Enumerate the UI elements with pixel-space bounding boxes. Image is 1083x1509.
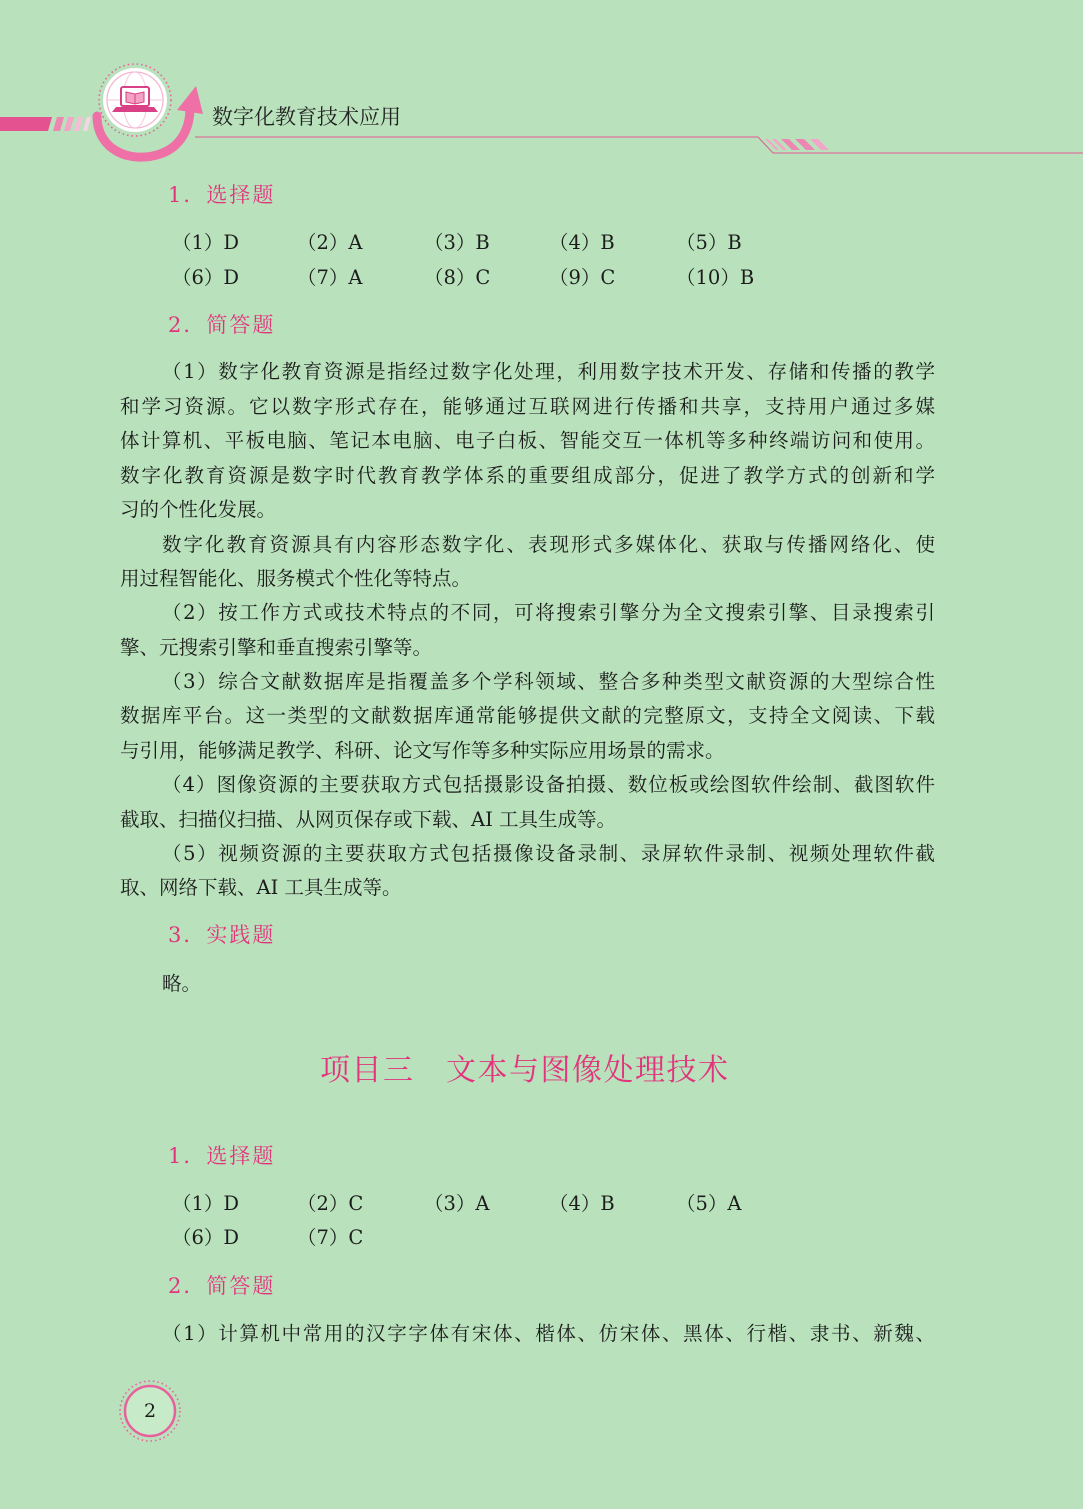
choice-answer: （10）B — [676, 266, 755, 289]
header-stripe — [74, 117, 83, 131]
choice-answer: （1）D — [172, 231, 240, 254]
choice-answer: （2）C — [297, 1192, 364, 1215]
choice-answer: （1）D — [172, 1192, 240, 1215]
choice-answer: （2）A — [297, 231, 363, 254]
answer-text-line: 数字化教育资源是数字时代教育教学体系的重要组成部分，促进了教学方式的创新和学 — [120, 464, 935, 487]
answer-text-line: 擎、元搜索引擎和垂直搜索引擎等。 — [120, 636, 433, 659]
answer-text-line: 数字化教育资源具有内容形态数字化、表现形式多媒体化、获取与传播网络化、使 — [162, 533, 935, 556]
header-decoration — [0, 0, 1083, 170]
choice-answer: （5）A — [676, 1192, 742, 1215]
choice-section-heading: 1．选择题 — [168, 1144, 276, 1168]
answer-text-line: 体计算机、平板电脑、笔记本电脑、电子白板、智能交互一体机等多种终端访问和使用。 — [120, 429, 935, 452]
project-title: 项目三 文本与图像处理技术 — [320, 1053, 730, 1088]
running-header-title: 数字化教育技术应用 — [212, 105, 401, 129]
header-stripe — [53, 117, 64, 131]
short-answer-section-heading: 2．简答题 — [168, 1274, 276, 1298]
answer-text-line: （5）视频资源的主要获取方式包括摄像设备录制、录屏软件录制、视频处理软件截 — [162, 842, 935, 865]
swoosh-arrow-head — [177, 86, 203, 114]
answer-text-line: （3）综合文献数据库是指覆盖多个学科领域、整合多种类型文献资源的大型综合性 — [162, 670, 935, 693]
answer-text-line: （2）按工作方式或技术特点的不同，可将搜索引擎分为全文搜索引擎、目录搜索引 — [162, 601, 935, 624]
choice-answer: （5）B — [676, 231, 742, 254]
choice-answer: （8）C — [424, 266, 491, 289]
answer-text-line: 与引用，能够满足教学、科研、论文写作等多种实际应用场景的需求。 — [120, 739, 725, 762]
choice-answer: （6）D — [172, 266, 240, 289]
page-number: 2 — [143, 1400, 157, 1422]
answer-text-line: 习的个性化发展。 — [120, 498, 277, 521]
choice-answer: （3）A — [424, 1192, 490, 1215]
choice-answer: （4）B — [549, 231, 615, 254]
answer-text-line: 和学习资源。它以数字形式存在，能够通过互联网进行传播和共享，支持用户通过多媒 — [120, 395, 935, 418]
answer-text-line: 取、网络下载、AI 工具生成等。 — [120, 876, 402, 899]
choice-section-heading: 1．选择题 — [168, 183, 276, 207]
answer-text-line: 数据库平台。这一类型的文献数据库通常能够提供文献的完整原文，支持全文阅读、下载 — [120, 704, 935, 727]
header-pink-band — [0, 117, 52, 131]
header-stripe — [64, 117, 74, 131]
choice-answer: （6）D — [172, 1226, 240, 1249]
answer-text-line: 用过程智能化、服务模式个性化等特点。 — [120, 567, 472, 590]
practice-section-heading: 3．实践题 — [168, 923, 276, 947]
answer-text-line: （1）数字化教育资源是指经过数字化处理，利用数字技术开发、存储和传播的教学 — [162, 360, 935, 383]
choice-answer: （4）B — [549, 1192, 615, 1215]
choice-answer: （7）A — [297, 266, 363, 289]
choice-answer: （3）B — [424, 231, 490, 254]
answer-text-line: （4）图像资源的主要获取方式包括摄影设备拍摄、数位板或绘图软件绘制、截图软件 — [162, 773, 935, 796]
practice-answer-text: 略。 — [162, 972, 202, 995]
short-answer-section-heading: 2．简答题 — [168, 313, 276, 337]
header-stripe — [83, 117, 91, 131]
choice-answer: （7）C — [297, 1226, 364, 1249]
answer-text-line: （1）计算机中常用的汉字字体有宋体、楷体、仿宋体、黑体、行楷、隶书、新魏、 — [162, 1322, 935, 1345]
choice-answer: （9）C — [549, 266, 616, 289]
answer-text-line: 截取、扫描仪扫描、从网页保存或下载、AI 工具生成等。 — [120, 808, 616, 831]
